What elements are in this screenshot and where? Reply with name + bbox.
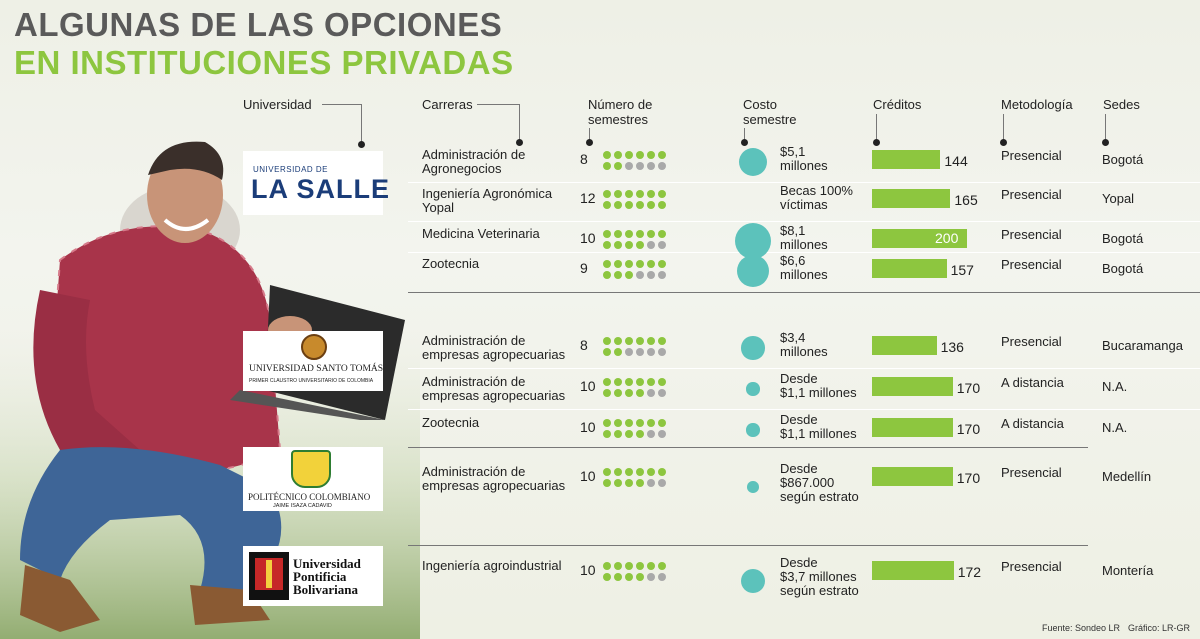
semester-dot xyxy=(603,378,611,386)
logo-politecnico xyxy=(243,447,383,511)
creditos-bar xyxy=(872,336,937,355)
costo-line-1: Desde xyxy=(780,412,818,427)
semester-dot xyxy=(625,337,633,345)
semester-dot xyxy=(636,468,644,476)
semester-dot xyxy=(658,162,666,170)
header-sedes: Sedes xyxy=(1103,97,1140,112)
row-divider xyxy=(408,409,1200,410)
semester-dot xyxy=(636,562,644,570)
semester-dot xyxy=(636,348,644,356)
creditos-value: 170 xyxy=(956,380,981,396)
semester-dot xyxy=(625,562,633,570)
logo-la-salle-top: UNIVERSIDAD DE xyxy=(253,165,329,174)
creditos-value: 172 xyxy=(957,564,982,580)
semester-dot xyxy=(658,201,666,209)
costo-line-2: $1,1 millones xyxy=(780,385,857,400)
semester-dot xyxy=(614,389,622,397)
semester-dot xyxy=(614,378,622,386)
semester-dot xyxy=(636,230,644,238)
carrera-line-2: Agronegocios xyxy=(422,161,502,176)
semester-dot xyxy=(647,337,655,345)
semester-dot xyxy=(625,201,633,209)
semester-dot xyxy=(625,260,633,268)
semester-dot xyxy=(658,479,666,487)
cost-circle xyxy=(735,223,771,259)
semester-dot xyxy=(658,562,666,570)
creditos-value: 170 xyxy=(956,421,981,437)
sede-value: N.A. xyxy=(1102,420,1128,435)
semester-dot xyxy=(658,419,666,427)
semester-dot xyxy=(603,430,611,438)
semester-dot xyxy=(603,573,611,581)
creditos-bar xyxy=(872,561,954,580)
semester-dot xyxy=(647,430,655,438)
metodologia-value: A distancia xyxy=(1001,375,1064,390)
logo-upb-2: Pontificia xyxy=(293,569,347,584)
semestres-value: 8 xyxy=(580,151,588,167)
semester-dot xyxy=(647,241,655,249)
semester-dot xyxy=(614,162,622,170)
semester-dot xyxy=(647,419,655,427)
sede-value: Montería xyxy=(1102,563,1154,578)
semester-dot xyxy=(625,479,633,487)
costo-line-2: millones xyxy=(780,267,828,282)
header-creditos: Créditos xyxy=(873,97,922,112)
semester-dot xyxy=(658,190,666,198)
semester-dot xyxy=(658,430,666,438)
logo-upb-3: Bolivariana xyxy=(293,582,359,597)
sede-value: Medellín xyxy=(1102,469,1152,484)
carrera-line-1: Administración de xyxy=(422,464,526,479)
carrera-line-1: Ingeniería Agronómica xyxy=(422,186,553,201)
footer-grafico: Gráfico: LR-GR xyxy=(1128,623,1191,633)
semester-dot xyxy=(636,260,644,268)
semestres-value: 10 xyxy=(580,378,596,394)
semester-dot xyxy=(603,389,611,397)
carrera-line-1: Medicina Veterinaria xyxy=(422,226,540,241)
creditos-bar xyxy=(872,150,940,169)
semester-dot xyxy=(625,573,633,581)
semester-dot xyxy=(625,389,633,397)
costo-line-1: $5,1 xyxy=(780,144,806,159)
cost-circle xyxy=(747,481,759,493)
semester-dot xyxy=(625,348,633,356)
semester-dot xyxy=(625,419,633,427)
creditos-value: 165 xyxy=(954,192,978,208)
semester-dot xyxy=(603,151,611,159)
semester-dot xyxy=(647,562,655,570)
logo-santo-tomas xyxy=(243,331,383,391)
semester-dot xyxy=(636,573,644,581)
creditos-value: 144 xyxy=(944,153,968,169)
carrera-line-1: Administración de xyxy=(422,333,526,348)
costo-line-3: según estrato xyxy=(780,583,859,598)
semester-dot xyxy=(614,430,622,438)
semester-dot xyxy=(636,430,644,438)
costo-line-1: Becas 100% xyxy=(780,183,853,198)
costo-line-2: víctimas xyxy=(780,197,828,212)
semester-dot xyxy=(647,389,655,397)
costo-line-2: $867.000 xyxy=(780,475,835,490)
semester-dot xyxy=(614,337,622,345)
semester-dot xyxy=(603,348,611,356)
semester-dot xyxy=(636,479,644,487)
semester-dot xyxy=(614,190,622,198)
semester-dot xyxy=(658,337,666,345)
semester-dot xyxy=(603,260,611,268)
semester-dot xyxy=(614,419,622,427)
semestres-value: 10 xyxy=(580,562,596,578)
carrera-line-1: Administración de xyxy=(422,147,526,162)
cost-circle xyxy=(746,382,759,395)
metodologia-value: Presencial xyxy=(1001,148,1062,163)
semester-dot xyxy=(636,337,644,345)
semester-dot xyxy=(658,241,666,249)
semester-dot xyxy=(647,468,655,476)
semester-dot xyxy=(636,378,644,386)
creditos-bar xyxy=(872,418,953,437)
semester-dot xyxy=(603,337,611,345)
costo-line-1: Desde xyxy=(780,371,818,386)
semester-dot xyxy=(614,230,622,238)
carrera-line-1: Ingeniería agroindustrial xyxy=(422,558,562,573)
creditos-bar xyxy=(872,189,950,208)
carrera-line-2: empresas agropecuarias xyxy=(422,347,566,362)
creditos-value: 170 xyxy=(956,470,981,486)
semester-dot xyxy=(647,271,655,279)
logo-santo-tomas-main: UNIVERSIDAD SANTO TOMÁS xyxy=(249,364,384,374)
metodologia-value: Presencial xyxy=(1001,227,1062,242)
semester-dot xyxy=(614,151,622,159)
semester-dot xyxy=(636,190,644,198)
carrera-line-1: Administración de xyxy=(422,374,526,389)
semester-dot xyxy=(658,230,666,238)
creditos-bar xyxy=(872,259,947,278)
header-metodologia: Metodología xyxy=(1001,97,1073,112)
semester-dot xyxy=(647,201,655,209)
semester-dot xyxy=(603,230,611,238)
metodologia-value: Presencial xyxy=(1001,559,1062,574)
header-costo-2: semestre xyxy=(743,112,797,127)
semester-dot xyxy=(647,479,655,487)
costo-line-1: $8,1 xyxy=(780,223,806,238)
semester-dot xyxy=(658,348,666,356)
semester-dot xyxy=(603,479,611,487)
semester-dot xyxy=(647,151,655,159)
costo-line-1: $6,6 xyxy=(780,253,806,268)
semester-dot xyxy=(614,468,622,476)
semester-dot xyxy=(614,271,622,279)
semester-dot xyxy=(647,230,655,238)
title-line-1: ALGUNAS DE LAS OPCIONES xyxy=(14,6,503,43)
metodologia-value: Presencial xyxy=(1001,465,1062,480)
sede-value: N.A. xyxy=(1102,379,1128,394)
metodologia-value: A distancia xyxy=(1001,416,1064,431)
creditos-value: 136 xyxy=(940,339,964,355)
semester-dot xyxy=(614,260,622,268)
semester-dot xyxy=(603,190,611,198)
header-semestres-2: semestres xyxy=(588,112,648,127)
semester-dot xyxy=(625,190,633,198)
semester-dot xyxy=(625,241,633,249)
semester-dot xyxy=(658,573,666,581)
semester-dot xyxy=(614,241,622,249)
header-universidad: Universidad xyxy=(243,97,312,112)
politecnico-shield-icon xyxy=(291,450,331,488)
semester-dot xyxy=(603,419,611,427)
semestres-value: 10 xyxy=(580,419,596,435)
semestres-value: 10 xyxy=(580,230,596,246)
santo-tomas-seal-icon xyxy=(301,334,327,360)
costo-line-1: Desde xyxy=(780,555,818,570)
logo-politecnico-main: POLITÉCNICO COLOMBIANO xyxy=(248,492,371,502)
semester-dot xyxy=(625,151,633,159)
header-semestres-1: Número de xyxy=(588,97,653,112)
group-divider xyxy=(408,545,1088,546)
semester-dot xyxy=(647,260,655,268)
group-divider xyxy=(408,447,1088,448)
semester-dot xyxy=(603,271,611,279)
cost-circle xyxy=(746,423,759,436)
semester-dot xyxy=(603,468,611,476)
logo-santo-tomas-sub: PRIMER CLAUSTRO UNIVERSITARIO DE COLOMBIA xyxy=(249,378,374,384)
semester-dot xyxy=(614,348,622,356)
semester-dot xyxy=(625,271,633,279)
semester-dot xyxy=(603,201,611,209)
semester-dot xyxy=(625,162,633,170)
costo-line-1: Desde xyxy=(780,461,818,476)
sede-value: Bogotá xyxy=(1102,261,1144,276)
carrera-line-1: Zootecnia xyxy=(422,415,480,430)
semester-dot xyxy=(636,389,644,397)
creditos-value: 200 xyxy=(935,230,959,246)
costo-line-2: millones xyxy=(780,158,828,173)
creditos-value: 157 xyxy=(950,262,974,278)
semester-dot xyxy=(614,201,622,209)
cost-circle xyxy=(741,336,764,359)
semester-dot xyxy=(647,573,655,581)
semester-dot xyxy=(636,162,644,170)
semester-dot xyxy=(658,260,666,268)
carrera-line-2: empresas agropecuarias xyxy=(422,388,566,403)
leader-line xyxy=(361,104,362,144)
row-divider xyxy=(408,368,1200,369)
header-carreras: Carreras xyxy=(422,97,473,112)
semester-dot xyxy=(614,573,622,581)
footer-fuente: Fuente: Sondeo LR xyxy=(1042,623,1121,633)
costo-line-2: $1,1 millones xyxy=(780,426,857,441)
creditos-bar xyxy=(872,467,953,486)
semester-dot xyxy=(647,190,655,198)
metodologia-value: Presencial xyxy=(1001,187,1062,202)
sede-value: Bogotá xyxy=(1102,152,1144,167)
semester-dot xyxy=(614,479,622,487)
semestres-value: 12 xyxy=(580,190,596,206)
carrera-line-2: Yopal xyxy=(422,200,455,215)
sede-value: Bogotá xyxy=(1102,231,1144,246)
semestres-value: 9 xyxy=(580,260,588,276)
semester-dot xyxy=(647,378,655,386)
semester-dot xyxy=(658,389,666,397)
semester-dot xyxy=(625,468,633,476)
cost-circle xyxy=(737,255,769,287)
semester-dot xyxy=(603,562,611,570)
cost-circle xyxy=(739,148,768,177)
semester-dot xyxy=(614,562,622,570)
semester-dot xyxy=(658,468,666,476)
costo-line-1: $3,4 xyxy=(780,330,806,345)
semester-dot xyxy=(658,151,666,159)
semester-dot xyxy=(603,162,611,170)
semester-dot xyxy=(636,419,644,427)
sede-value: Yopal xyxy=(1102,191,1135,206)
semester-dot xyxy=(647,162,655,170)
metodologia-value: Presencial xyxy=(1001,334,1062,349)
semester-dot xyxy=(636,271,644,279)
costo-line-2: millones xyxy=(780,344,828,359)
semester-dot xyxy=(647,348,655,356)
carrera-line-2: empresas agropecuarias xyxy=(422,478,566,493)
costo-line-3: según estrato xyxy=(780,489,859,504)
logo-politecnico-sub: JAIME ISAZA CADAVID xyxy=(273,503,332,509)
semester-dot xyxy=(625,230,633,238)
semester-dot xyxy=(603,241,611,249)
semestres-value: 8 xyxy=(580,337,588,353)
semester-dot xyxy=(636,201,644,209)
logo-la-salle xyxy=(243,151,390,215)
costo-line-2: $3,7 millones xyxy=(780,569,857,584)
leader-dot xyxy=(358,141,365,148)
carrera-line-1: Zootecnia xyxy=(422,256,480,271)
creditos-bar xyxy=(872,377,953,396)
sede-value: Bucaramanga xyxy=(1102,338,1183,353)
semester-dot xyxy=(658,378,666,386)
semester-dot xyxy=(658,271,666,279)
semester-dot xyxy=(636,241,644,249)
metodologia-value: Presencial xyxy=(1001,257,1062,272)
group-divider xyxy=(408,292,1200,293)
row-divider xyxy=(408,221,1200,222)
semestres-value: 10 xyxy=(580,468,596,484)
cost-circle xyxy=(741,569,765,593)
logo-upb-1: Universidad xyxy=(293,556,361,571)
semester-dot xyxy=(636,151,644,159)
costo-line-2: millones xyxy=(780,237,828,252)
logo-upb xyxy=(243,546,383,606)
header-costo-1: Costo xyxy=(743,97,777,112)
semester-dot xyxy=(625,378,633,386)
title-line-2: EN INSTITUCIONES PRIVADAS xyxy=(14,44,514,81)
semester-dot xyxy=(625,430,633,438)
logo-la-salle-main: LA SALLE xyxy=(251,174,390,204)
